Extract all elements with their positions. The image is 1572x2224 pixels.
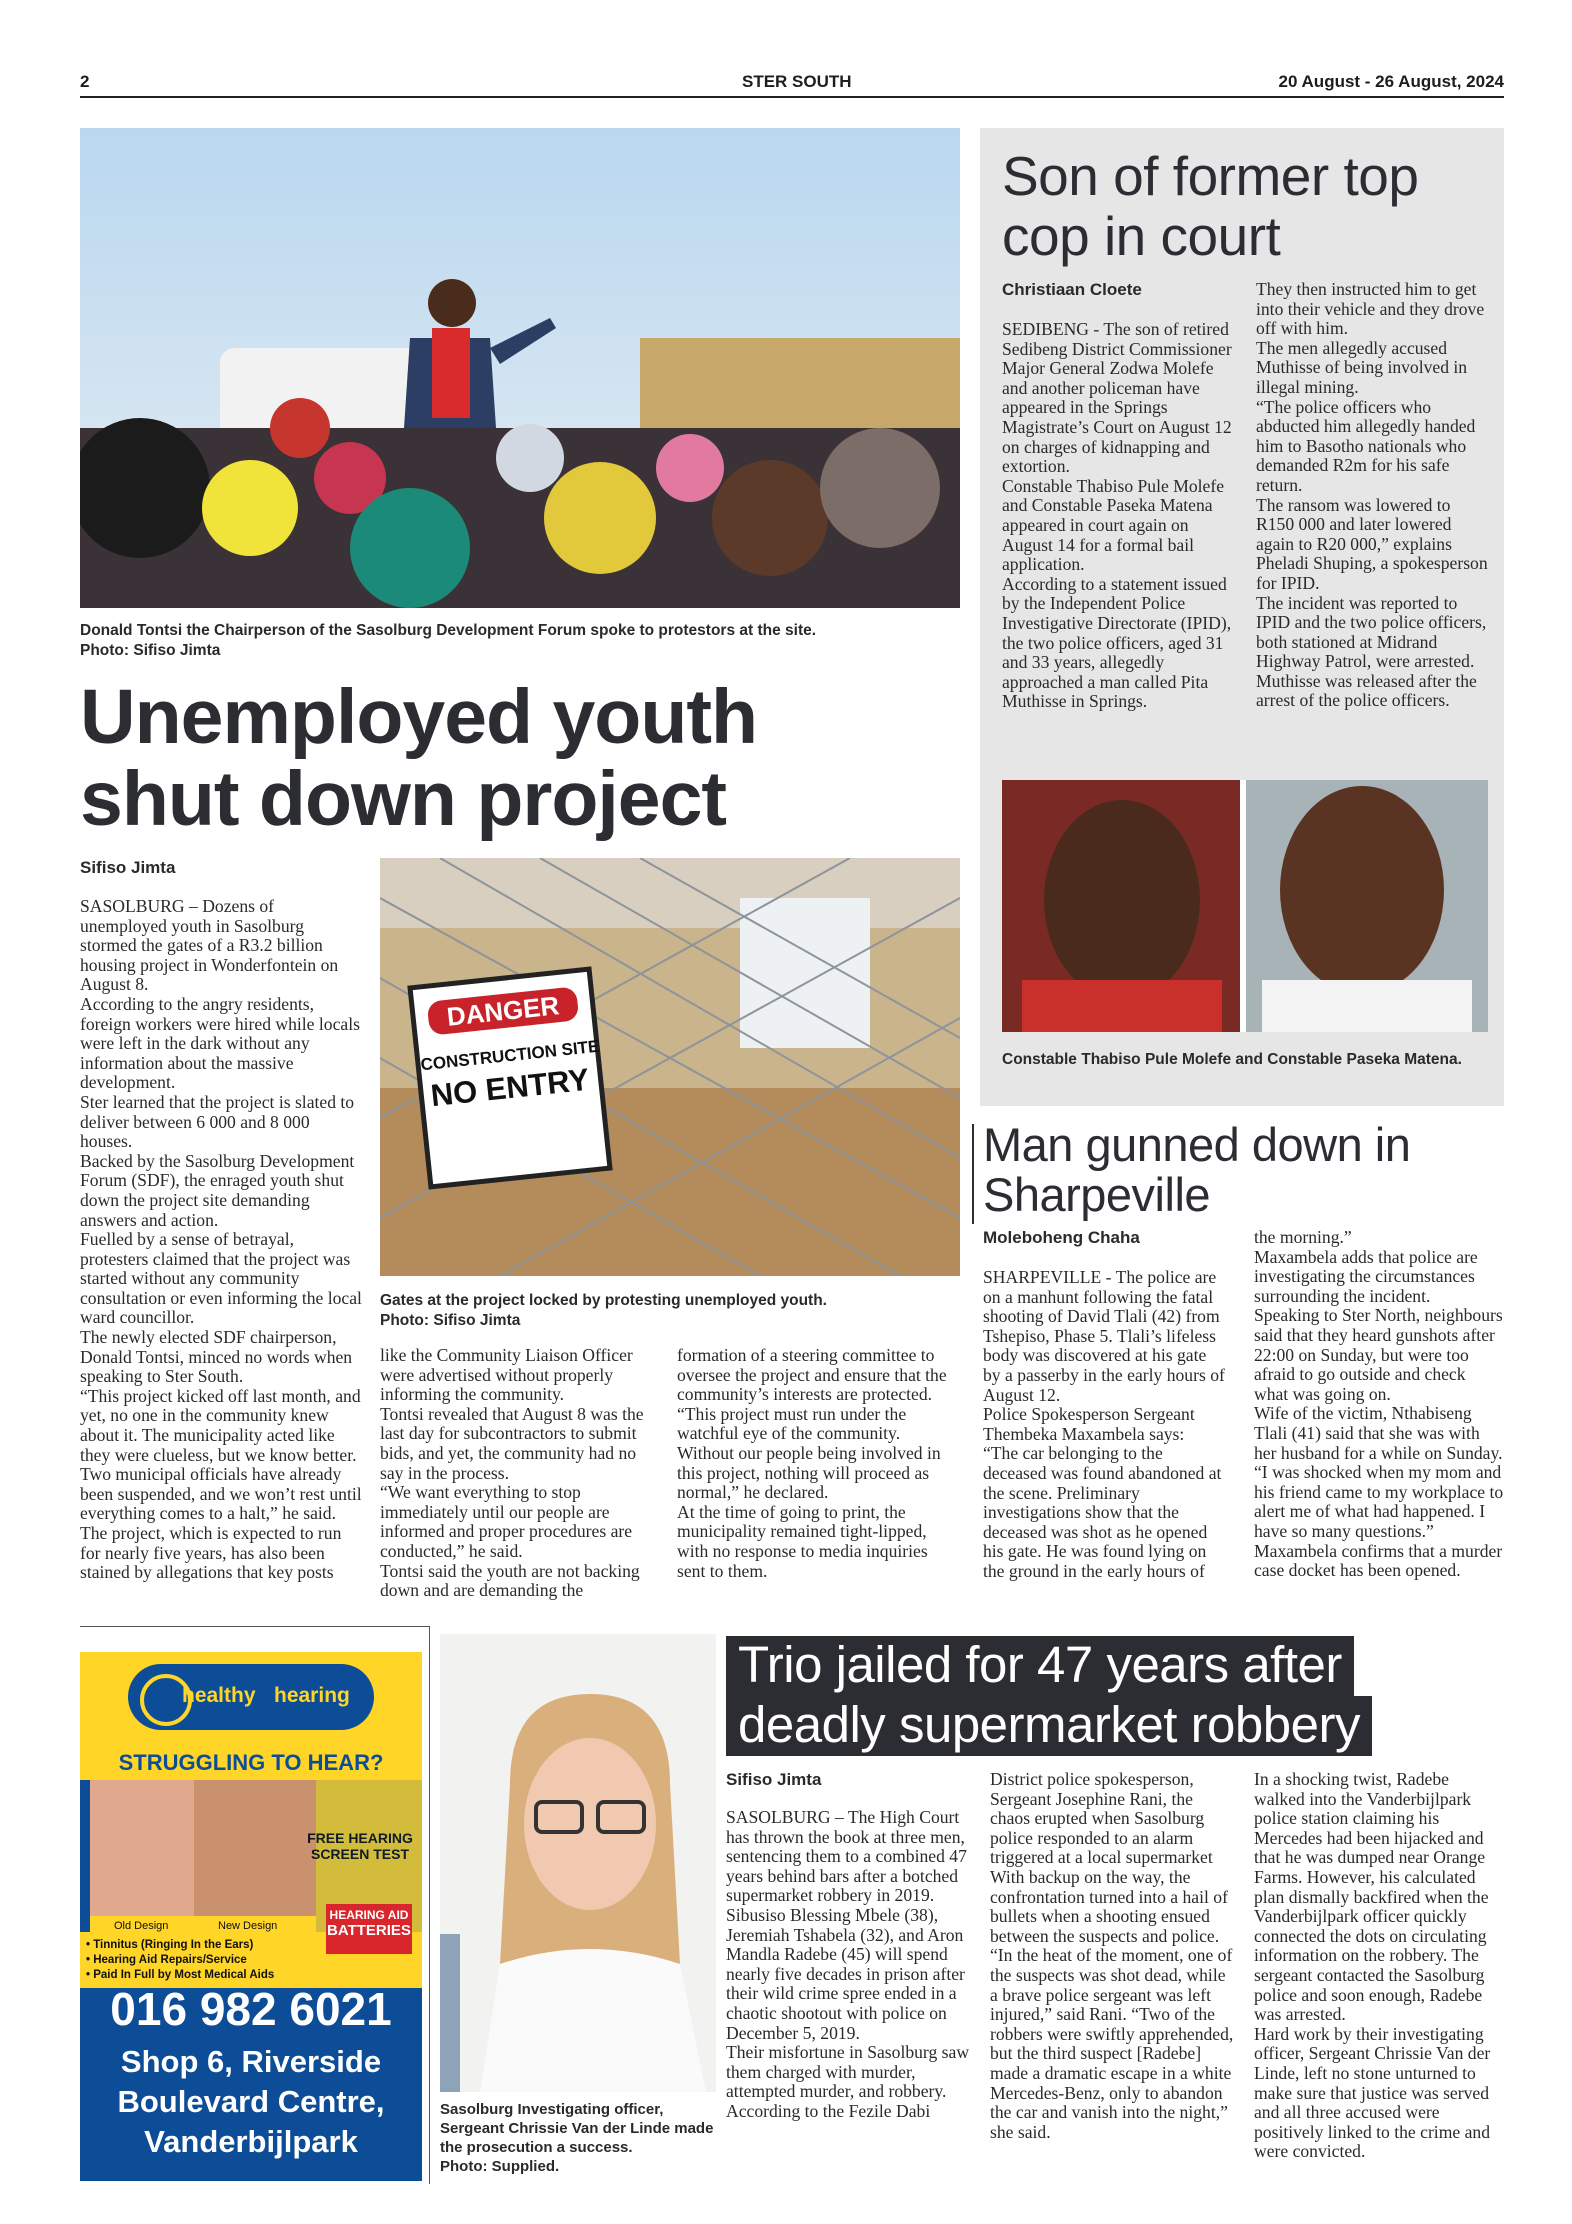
- officer-portrait-photo: [440, 1634, 716, 2092]
- ad-label-old: Old Design: [114, 1920, 169, 1932]
- ad-new-design-image: [194, 1780, 316, 1916]
- ad-headline: STRUGGLING TO HEAR?: [118, 1750, 384, 1775]
- story2-headline: [1002, 146, 1492, 266]
- story2-headline-line2: cop in court: [1002, 205, 1281, 267]
- story3-accent-rule: [972, 1124, 974, 1224]
- ad-bullet-item: • Paid In Full by Most Medical Aids: [86, 1969, 275, 1981]
- danger-sign-label: DANGER: [427, 986, 580, 1035]
- danger-sign-line2: NO ENTRY: [429, 1061, 591, 1114]
- ad-phone-number[interactable]: 016 982 6021: [110, 1983, 392, 2035]
- story1-byline: Sifiso Jimta: [80, 858, 176, 877]
- story1-headline: [80, 676, 960, 840]
- story2-byline: Christiaan Cloete: [1002, 280, 1142, 299]
- ad-address-line1: Shop 6, Riverside: [120, 2044, 382, 2079]
- ad-bullet-item: • Tinnitus (Ringing In the Ears): [86, 1939, 254, 1951]
- issue-date: 20 August - 26 August, 2024: [1278, 72, 1504, 91]
- ad-left-band: [80, 1780, 90, 1932]
- story4-byline: Sifiso Jimta: [726, 1770, 822, 1789]
- protest-photo: [80, 128, 960, 608]
- masthead-rule: [80, 96, 1504, 98]
- gate-photo-caption: Gates at the project locked by protesting unemployed youth. Photo: Sifiso Jimta: [380, 1292, 827, 1329]
- officer-portrait-caption: Sasolburg Investigating officer, Sergeant Chrissie Van der Linde made the prosecution a success. Photo: Supplied.: [440, 2101, 714, 2175]
- story1-headline-line2: shut down project: [80, 756, 727, 842]
- danger-sign-line1: CONSTRUCTION SITE: [419, 1036, 601, 1075]
- ad-badge-line2: SCREEN TEST: [310, 1846, 409, 1862]
- story3-headline: [983, 1120, 1504, 1220]
- ad-address-line2: Boulevard Centre,: [117, 2084, 385, 2119]
- story4-column-1: SASOLBURG – The High Court has thrown the book at three men, sentencing them to a combined 47 years behind bars after a botched supermarket robbery in 2019. Sibusiso Blessing Mbele (38), Jeremiah Tshabela (32), and Aron Mandla Radebe (45) will spend nearly five decades in prison after their wild crime spree ended in a chaotic shootout with police on December 5, 2019. Their misfortune in Sasolburg saw them charged with murder, attempted murder, and robbery. According to the Fezile Dabi: [726, 1807, 970, 2121]
- ad-brand-word2: hearing: [274, 1684, 350, 1707]
- story3-column-2: the morning.” Maxambela adds that police are investigating the circumstances surrounding the incident. Speaking to Ster North, neighbours said that they heard gunshots after 22:00 on Sunday, but were too afraid to go outside and check what was going on. Wife of the victim, Nthabiseng Tlali (41) said that she was with her husband for a while on Sunday. “I was shocked when my mom and his friend came to my workplace to alert me of what had happened. I have so many questions.” Maxambela confirms that a murder case docket has been opened.: [1254, 1227, 1504, 1581]
- story1-headline-line1: Unemployed youth: [80, 674, 758, 760]
- story3-headline-line2: Sharpeville: [983, 1168, 1211, 1221]
- story1-column-2: like the Community Liaison Officer were advertised without properly informing the community. Tontsi revealed that August 8 was the last day for subcontractors to submit bids, and yet, the community had no say in the process. “We want everything to stop immediately until our people are informed and proper procedures are conducted,” he said. Tontsi said the youth are not backing down and are demanding the: [380, 1345, 644, 1601]
- story2-headline-line1: Son of former top: [1002, 145, 1419, 207]
- ad-label-new: New Design: [218, 1920, 278, 1932]
- ad-brand-word1: healthy: [182, 1684, 256, 1707]
- story2-column-2: They then instructed him to get into their vehicle and they drove off with him. The men allegedly accused Muthisse of being involved in illegal mining. “The police officers who abducted him allegedly handed him to Basotho nationals who demanded R2m for his safe return. The ransom was lowered to R150 000 and later lowered again to R20 000,” explains Pheladi Shuping, a spokesperson for IPID. The incident was reported to IPID and the two police officers, both stationed at Midrand Highway Patrol, were arrested. Muthisse was released after the arrest of the police officers.: [1256, 279, 1488, 711]
- gate-photo: [380, 858, 960, 1276]
- story1-column-1: SASOLBURG – Dozens of unemployed youth in Sasolburg stormed the gates of a R3.2 billion housing project in Wonderfontein on August 8. According to the angry residents, foreign workers were hired while locals were left in the dark without any information about the massive development. Ster learned that the project is slated to deliver between 6 000 and 8 000 houses. Backed by the Sasolburg Development Forum (SDF), the enraged youth shut down the project site demanding answers and action. Fuelled by a sense of betrayal, protesters claimed that the project was started without any community consultation or even informing the local ward councillor. The newly elected SDF chairperson, Donald Tontsi, minced no words when speaking to Ster South. “This project kicked off last month, and yet, no one in the community knew about it. The municipality acted like they were clueless, but we know better. Two municipal officials have already been suspended, and we won’t rest until everything comes to a halt,” he said. The project, which is expected to run for nearly five years, has also been stained by allegations that key posts: [80, 896, 362, 1583]
- ad-battery-badge: [326, 1904, 412, 1954]
- officers-photo-caption: Constable Thabiso Pule Molefe and Constable Paseka Matena.: [1002, 1051, 1462, 1068]
- story3-byline: Moleboheng Chaha: [983, 1228, 1140, 1247]
- story3-column-1: SHARPEVILLE - The police are on a manhunt following the fatal shooting of David Tlali (42) from Tshepiso, Phase 5. Tlali’s lifeless body was discovered at his gate by a passerby in the early hours of August 12. Police Spokesperson Sergeant Thembeka Maxambela says: “The car belonging to the deceased was found abandoned at the scene. Preliminary investigations show that the deceased was shot as he opened his gate. He was found lying on the ground in the early hours of: [983, 1267, 1225, 1581]
- ad-address: [80, 2042, 422, 2162]
- ad-badge-line1: FREE HEARING: [307, 1830, 413, 1846]
- story4-column-2: District police spokesperson, Sergeant Josephine Rani, the chaos erupted when Sasolburg police responded to an alarm triggered at a local supermarket With backup on the way, the confrontation turned into a hail of bullets when a shooting ensued between the suspects and police. “In the heat of the moment, one of the suspects was shot dead, while a brave police sergeant was left injured,” said Rani. “Two of the robbers were swiftly apprehended, but the third suspect [Radebe] made a dramatic escape in a white Mercedes-Benz, only to abandon the car and vanish into the night,” she said.: [990, 1769, 1234, 2142]
- story3-headline-line1: Man gunned down in: [983, 1118, 1411, 1171]
- story4-headline-line2: deadly supermarket robbery: [726, 1696, 1372, 1756]
- page-number: 2: [80, 72, 90, 91]
- ad-battery-line2: BATTERIES: [327, 1922, 411, 1939]
- ad-address-line3: Vanderbijlpark: [144, 2124, 358, 2159]
- officers-photo: [1002, 780, 1488, 1032]
- story4-headline-line1: Trio jailed for 47 years after: [726, 1636, 1354, 1696]
- publication-name: STER SOUTH: [742, 72, 852, 91]
- ad-bullets: [86, 1938, 274, 1983]
- story1-column-3: formation of a steering committee to oversee the project and ensure that the community’s interests are protected. “This project must run under the watchful eye of the community. Without our people being involved in this project, nothing will proceed as normal,” he declared. At the time of going to print, the municipality remained tight-lipped, with no response to media inquiries sent to them.: [677, 1345, 947, 1581]
- ad-top-rule: [80, 1626, 429, 1627]
- story2-column-1: SEDIBENG - The son of retired Sedibeng District Commissioner Major General Zodwa Molefe and another policeman have appeared in the Springs Magistrate’s Court on August 12 on charges of kidnapping and extortion. Constable Thabiso Pule Molefe and Constable Paseka Matena appeared in court again on August 14 for a formal bail application. According to a statement issued by the Independent Police Investigative Directorate (IPID), the two police officers, aged 31 and 33 years, allegedly approached a man called Pita Muthisse in Springs.: [1002, 319, 1232, 712]
- ad-bullet-item: • Hearing Aid Repairs/Service: [86, 1954, 247, 1966]
- hearing-ad[interactable]: [80, 1652, 422, 2181]
- story4-headline: [726, 1636, 1504, 1756]
- ad-battery-line1: HEARING AID: [329, 1908, 409, 1922]
- ad-right-rule: [429, 1626, 430, 2184]
- story4-column-3: In a shocking twist, Radebe walked into the Vanderbijlpark police station claiming his Mercedes had been hijacked and that he was dumped near Orange Farms. However, his calculated plan dismally backfired when the Vanderbijlpark officer quickly connected the dots on circulating information on the robbery. The sergeant contacted the Sasolburg police and soon enough, Radebe was arrested. Hard work by their investigating officer, Sergeant Chrissie Van der Linde, left no stone unturned to make sure that justice was served and all three accused were positively linked to the crime and were convicted.: [1254, 1769, 1491, 2162]
- protest-photo-caption: Donald Tontsi the Chairperson of the Sasolburg Development Forum spoke to protestors at the site. Photo: Sifiso Jimta: [80, 622, 817, 659]
